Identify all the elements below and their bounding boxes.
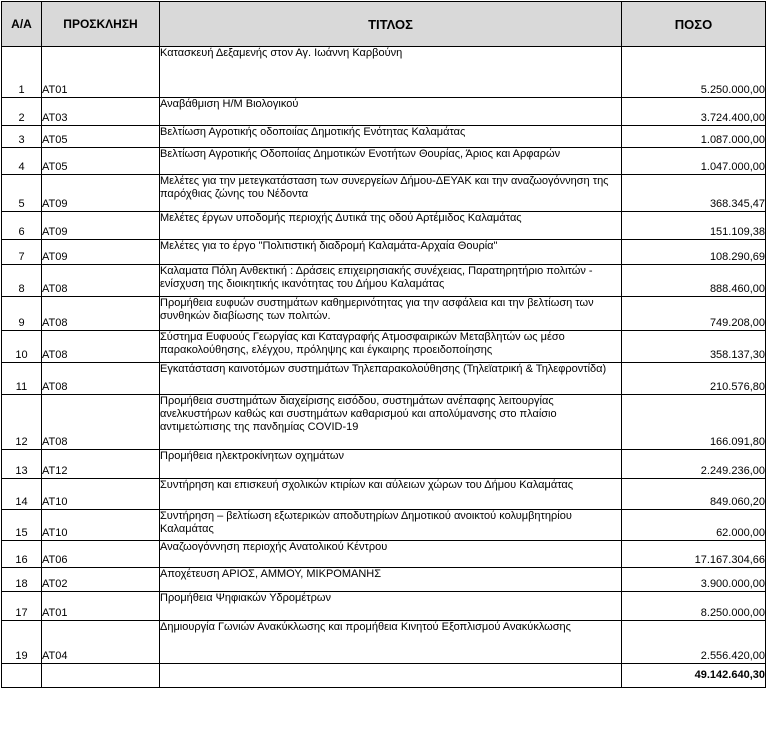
project-amount: 62.000,00 (622, 510, 766, 541)
call-code: ΑΤ09 (42, 175, 160, 212)
table-row (2, 592, 766, 621)
table-row (2, 265, 766, 297)
project-amount: 1.047.000,00 (622, 148, 766, 175)
row-number: 2 (2, 98, 42, 126)
project-amount: 3.724.400,00 (622, 98, 766, 126)
row-number: 12 (2, 395, 42, 450)
table-row (2, 450, 766, 479)
project-amount: 3.900.000,00 (622, 568, 766, 592)
project-title: Δημιουργία Γωνιών Ανακύκλωσης και προμήθεια Κινητού Εξοπλισμού Ανακύκλωσης (160, 621, 622, 664)
call-code: ΑΤ09 (42, 212, 160, 240)
project-title: Μελέτες για την μετεγκατάσταση των συνεργείων Δήμου-ΔΕΥΑΚ και την αναζωογόννηση της παρόχθιας ζώνης του Νέδοντα (160, 175, 622, 212)
header-amount: ΠΟΣΟ (622, 2, 766, 47)
row-number: 17 (2, 592, 42, 621)
header-call: ΠΡΟΣΚΛΗΣΗ (42, 2, 160, 47)
project-title: Προμήθεια ευφυών συστημάτων καθημερινότητας για την ασφάλεια και την βελτίωση των συνθηκών διαβίωσης των πολιτών. (160, 297, 622, 331)
call-code: ΑΤ12 (42, 450, 160, 479)
table-row (2, 331, 766, 363)
row-number: 4 (2, 148, 42, 175)
project-title: Συντήρηση και επισκευή σχολικών κτιρίων και αύλειων χώρων του Δήμου Καλαμάτας (160, 479, 622, 510)
call-code: ΑΤ08 (42, 265, 160, 297)
project-amount: 151.109,38 (622, 212, 766, 240)
call-code: ΑΤ04 (42, 621, 160, 664)
row-number: 11 (2, 363, 42, 395)
project-title: Αποχέτευση ΑΡΙΟΣ, ΑΜΜΟΥ, ΜΙΚΡΟΜΑΝΗΣ (160, 568, 622, 592)
table-row (2, 297, 766, 331)
total-empty-cell (2, 664, 42, 688)
table-row (2, 126, 766, 148)
project-title: Προμήθεια Ψηφιακών Υδρομέτρων (160, 592, 622, 621)
row-number: 7 (2, 240, 42, 265)
call-code: ΑΤ01 (42, 592, 160, 621)
project-title: Συντήρηση – βελτίωση εξωτερικών αποδυτηρίων Δημοτικού ανοικτού κολυμβητηρίου Καλαμάτας (160, 510, 622, 541)
table-row (2, 395, 766, 450)
call-code: ΑΤ03 (42, 98, 160, 126)
call-code: ΑΤ09 (42, 240, 160, 265)
project-title: Καλαματα Πόλη Ανθεκτική : Δράσεις επιχειρησιακής συνέχειας, Παρατηρητήριο πολιτών - ενίσχυση της διοικητικής ικανότητας του Δήμου Καλαμάτας (160, 265, 622, 297)
call-code: ΑΤ08 (42, 363, 160, 395)
call-code: ΑΤ06 (42, 541, 160, 568)
project-title: Αναβάθμιση Η/Μ Βιολογικού (160, 98, 622, 126)
table-row (2, 479, 766, 510)
project-amount: 358.137,30 (622, 331, 766, 363)
call-code: ΑΤ02 (42, 568, 160, 592)
project-amount: 2.556.420,00 (622, 621, 766, 664)
call-code: ΑΤ10 (42, 479, 160, 510)
table-row (2, 621, 766, 664)
call-code: ΑΤ05 (42, 126, 160, 148)
header-title: ΤΙΤΛΟΣ (160, 2, 622, 47)
table-row (2, 568, 766, 592)
total-amount: 49.142.640,30 (622, 664, 766, 688)
row-number: 3 (2, 126, 42, 148)
call-code: ΑΤ10 (42, 510, 160, 541)
project-amount: 210.576,80 (622, 363, 766, 395)
call-code: ΑΤ05 (42, 148, 160, 175)
project-amount: 166.091,80 (622, 395, 766, 450)
project-amount: 2.249.236,00 (622, 450, 766, 479)
project-title: Μελέτες για το έργο "Πολιτιστική διαδρομή Καλαμάτα-Αρχαία Θουρία" (160, 240, 622, 265)
row-number: 9 (2, 297, 42, 331)
row-number: 13 (2, 450, 42, 479)
project-title: Μελέτες έργων υποδομής περιοχής Δυτικά της οδού Αρτέμιδος Καλαμάτας (160, 212, 622, 240)
project-title: Βελτίωση Αγροτικής οδοποιίας Δημοτικής Ενότητας Καλαμάτας (160, 126, 622, 148)
row-number: 6 (2, 212, 42, 240)
table-row (2, 47, 766, 98)
total-empty-cell (42, 664, 160, 688)
row-number: 1 (2, 47, 42, 98)
call-code: ΑΤ08 (42, 297, 160, 331)
total-row (2, 664, 766, 688)
call-code: ΑΤ01 (42, 47, 160, 98)
project-title: Εγκατάσταση καινοτόμων συστημάτων Τηλεπαρακολούθησης (Τηλεϊατρική & Τηλεφροντίδα) (160, 363, 622, 395)
project-title: Προμήθεια συστημάτων διαχείρισης εισόδου, συστημάτων ανέπαφης λειτουργίας ανελκυστήρων καθώς και συστημάτων καθαρισμού και απολύμανσης στο πλαίσιο αντιμετώπισης της πανδημίας COVID-19 (160, 395, 622, 450)
project-title: Αναζωογόννηση περιοχής Ανατολικού Κέντρου (160, 541, 622, 568)
project-title: Βελτίωση Αγροτικής Οδοποιίας Δημοτικών Ενοτήτων Θουρίας, Άριος και Αρφαρών (160, 148, 622, 175)
row-number: 8 (2, 265, 42, 297)
table-body (2, 47, 766, 688)
table-row (2, 363, 766, 395)
project-amount: 108.290,69 (622, 240, 766, 265)
row-number: 10 (2, 331, 42, 363)
project-amount: 849.060,20 (622, 479, 766, 510)
row-number: 19 (2, 621, 42, 664)
project-amount: 1.087.000,00 (622, 126, 766, 148)
total-empty-cell (160, 664, 622, 688)
row-number: 18 (2, 568, 42, 592)
table-row (2, 175, 766, 212)
project-title: Προμήθεια ηλεκτροκίνητων οχημάτων (160, 450, 622, 479)
table-row (2, 240, 766, 265)
table-row (2, 98, 766, 126)
header-row (2, 2, 766, 47)
row-number: 5 (2, 175, 42, 212)
row-number: 14 (2, 479, 42, 510)
table-row (2, 212, 766, 240)
header-aa: Α/Α (2, 2, 42, 47)
project-amount: 888.460,00 (622, 265, 766, 297)
project-amount: 749.208,00 (622, 297, 766, 331)
project-amount: 368.345,47 (622, 175, 766, 212)
project-amount: 5.250.000,00 (622, 47, 766, 98)
project-amount: 8.250.000,00 (622, 592, 766, 621)
call-code: ΑΤ08 (42, 395, 160, 450)
row-number: 16 (2, 541, 42, 568)
projects-table (1, 1, 766, 688)
project-amount: 17.167.304,66 (622, 541, 766, 568)
table-row (2, 510, 766, 541)
row-number: 15 (2, 510, 42, 541)
project-title: Κατασκευή Δεξαμενής στον Αγ. Ιωάννη Καρβούνη (160, 47, 622, 98)
table-row (2, 541, 766, 568)
project-title: Σύστημα Ευφυούς Γεωργίας και Καταγραφής Ατμοσφαιρικών Μεταβλητών ως μέσο παρακολούθησης, ελέγχου, πρόληψης και έγκαιρης προειδοποίησης (160, 331, 622, 363)
table-row (2, 148, 766, 175)
call-code: ΑΤ08 (42, 331, 160, 363)
